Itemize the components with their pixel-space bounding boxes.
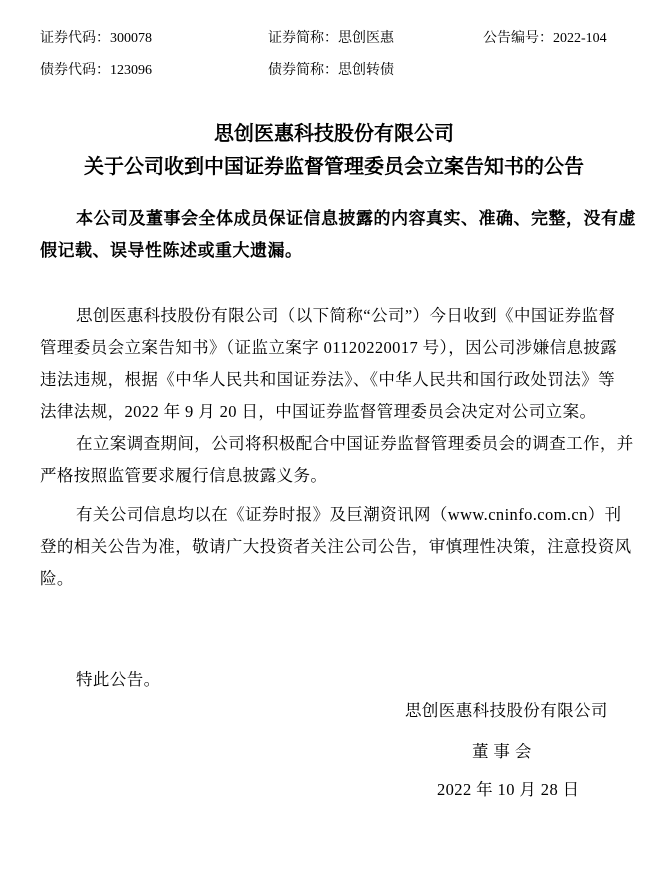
paragraph-line: 管理委员会立案告知书》（证监立案字 01120220017 号），因公司涉嫌信息披露 xyxy=(40,338,618,357)
paragraph-line: 违法违规，根据《中华人民共和国证券法》、《中华人民共和国行政处罚法》等 xyxy=(40,370,615,389)
bond-name: 债券简称：思创转债 xyxy=(268,63,394,78)
paragraph-line: 有关公司信息均以在《证券时报》及巨潮资讯网（www.cninfo.com.cn）刊 xyxy=(76,505,622,524)
bond-code: 债券代码：123096 xyxy=(40,63,152,78)
paragraph-line: 严格按照监管要求履行信息披露义务。 xyxy=(40,466,328,485)
title-company: 思创医惠科技股份有限公司 xyxy=(214,123,454,145)
paragraph-line: 法律法规，2022 年 9 月 20 日，中国证券监督管理委员会决定对公司立案。 xyxy=(40,402,597,421)
title-subject: 关于公司收到中国证券监督管理委员会立案告知书的公告 xyxy=(84,156,584,178)
signature-board: 董 事 会 xyxy=(472,742,532,761)
stock-name: 证券简称：思创医惠 xyxy=(268,31,394,46)
paragraph-line: 思创医惠科技股份有限公司（以下简称“公司”）今日收到《中国证券监督 xyxy=(76,306,616,325)
statement-line: 本公司及董事会全体成员保证信息披露的内容真实、准确、完整，没有虚 xyxy=(76,209,636,228)
paragraph-line: 登的相关公告为准，敬请广大投资者关注公司公告，审慎理性决策，注意投资风 xyxy=(40,537,632,556)
stock-code: 证券代码：300078 xyxy=(40,31,152,46)
notice-number: 公告编号：2022-104 xyxy=(483,31,607,46)
paragraph-line: 险。 xyxy=(40,569,74,588)
paragraph-line: 在立案调查期间，公司将积极配合中国证券监督管理委员会的调查工作，并 xyxy=(76,434,634,453)
signature-date: 2022 年 10 月 28 日 xyxy=(437,780,580,799)
closing: 特此公告。 xyxy=(76,670,161,689)
signature-company: 思创医惠科技股份有限公司 xyxy=(405,701,608,720)
statement-line: 假记载、误导性陈述或重大遗漏。 xyxy=(40,241,303,260)
